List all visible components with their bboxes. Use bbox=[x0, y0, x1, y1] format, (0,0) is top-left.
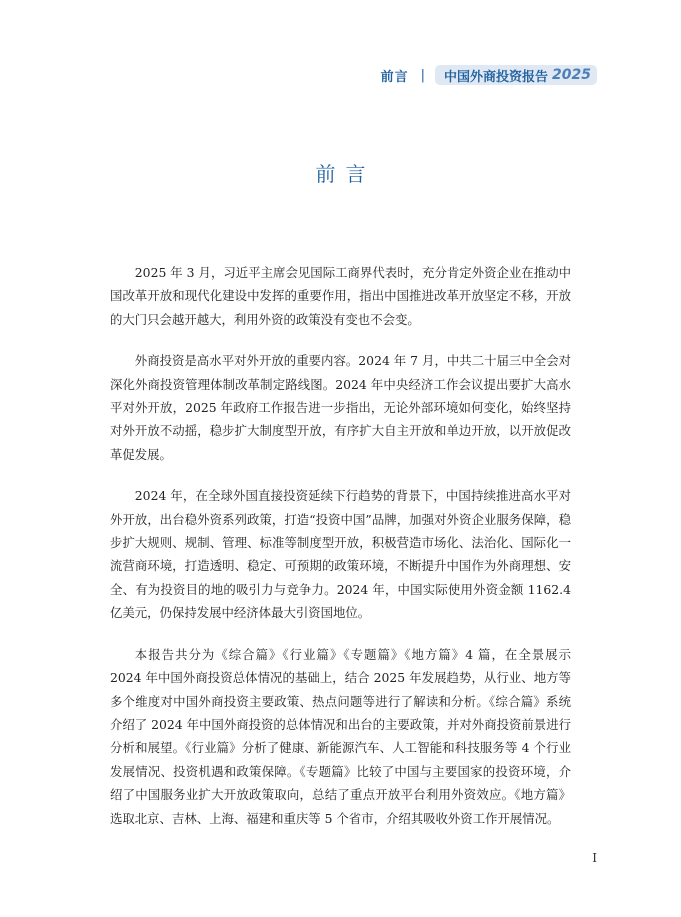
paragraph: 2024 年，在全球外国直接投资延续下行趋势的背景下，中国持续推进高水平对外开放，出台稳外资系列政策，打造“投资中国”品牌，加强对外资企业服务保障，稳步扩大规则、规制、管理、标准等制度型开放，积极营造市场化、法治化、国际化一流营商环境，打造透明、稳定、可预期的政策环境，不断提升中国作为外商理想、安全、有为投资目的地的吸引力与竞争力。2024 年，中国实际使用外资金额 1162.4 亿美元，仍保持发展中经济体最大引资国地位。 bbox=[110, 488, 571, 621]
header-section-label: 前言 bbox=[380, 69, 409, 85]
header-divider: | bbox=[420, 67, 426, 83]
running-header bbox=[381, 64, 597, 86]
paragraph: 2025 年 3 月，习近平主席会见国际工商界代表时，充分肯定外资企业在推动中国改革开放和现代化建设中发挥的重要作用，指出中国推进改革开放坚定不移，开放的大门只会越开越大，利用外资的政策没有变也不会变。 bbox=[110, 265, 571, 327]
body-text bbox=[110, 261, 571, 848]
header-report-title: 中国外商投资报告 bbox=[444, 69, 549, 85]
header-report-year: 2025 bbox=[552, 67, 591, 83]
paragraph: 外商投资是高水平对外开放的重要内容。2024 年 7 月，中共二十届三中全会对深化外商投资管理体制改革制定路线图。2024 年中央经济工作会议提出要扩大高水平对外开放，2025 年政府工作报告进一步指出，无论外部环境如何变化，始终坚持对外开放不动摇，稳步扩大制度型开放，有序扩大自主开放和单边开放，以开放促改革促发展。 bbox=[110, 353, 571, 462]
page-title: 前言 bbox=[315, 162, 376, 186]
header-report-badge bbox=[435, 65, 597, 85]
paragraph: 本报告共分为《综合篇》《行业篇》《专题篇》《地方篇》4 篇，在全景展示 2024 年中国外商投资总体情况的基础上，结合 2025 年发展趋势，从行业、地方等多个维度对中国外商投资主要政策、热点问题等进行了解读和分析。《综合篇》系统介绍了 2024 年中国外商投资的总体情况和出台的主要政策，并对外商投资前景进行分析和展望。《行业篇》分析了健康、新能源汽车、人工智能和科技服务等 4 个行业发展情况、投资机遇和政策保障。《专题篇》比较了中国与主要国家的投资环境，介绍了中国服务业扩大开放政策取向，总结了重点开放平台利用外资效应。《地方篇》选取北京、吉林、上海、福建和重庆等 5 个省市，介绍其吸收外资工作开展情况。 bbox=[110, 646, 571, 826]
page-number: I bbox=[592, 851, 597, 865]
